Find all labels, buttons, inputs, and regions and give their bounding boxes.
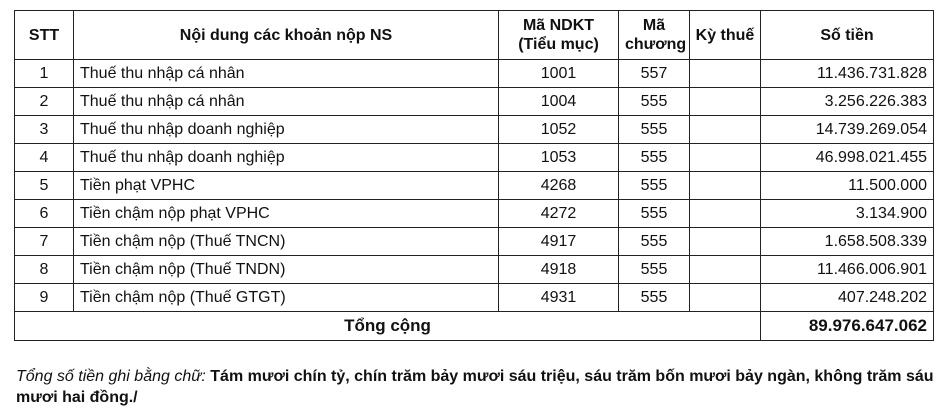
table-header-row: [15, 11, 934, 60]
header-code: [499, 11, 619, 60]
cell-chapter: 555: [619, 116, 690, 144]
total-label: Tổng cộng: [15, 312, 761, 341]
table-row: [15, 200, 934, 228]
table-row: [15, 144, 934, 172]
cell-code: 4931: [499, 284, 619, 312]
amount-in-words-value: Tám mươi chín tỷ, chín trăm bảy mươi sáu triệu, sáu trăm bốn mươi bảy ngàn, không trăm sáu mươi hai đồng./: [16, 368, 934, 406]
cell-period: [690, 228, 761, 256]
cell-code: 4917: [499, 228, 619, 256]
cell-period: [690, 172, 761, 200]
cell-chapter: 555: [619, 284, 690, 312]
header-code-line1: Mã NDKT: [522, 17, 595, 34]
cell-code: 4268: [499, 172, 619, 200]
cell-stt: 1: [15, 60, 74, 88]
cell-code: 4918: [499, 256, 619, 284]
cell-stt: 8: [15, 256, 74, 284]
header-content: Nội dung các khoản nộp NS: [74, 11, 499, 60]
total-row: [15, 312, 934, 341]
cell-content: Tiền chậm nộp (Thuế TNCN): [74, 228, 499, 256]
cell-period: [690, 256, 761, 284]
cell-stt: 9: [15, 284, 74, 312]
table-row: [15, 60, 934, 88]
cell-period: [690, 144, 761, 172]
header-stt: STT: [15, 11, 74, 60]
cell-amount: 407.248.202: [761, 284, 934, 312]
cell-period: [690, 116, 761, 144]
cell-period: [690, 88, 761, 116]
cell-amount: 3.134.900: [761, 200, 934, 228]
cell-content: Tiền chậm nộp phạt VPHC: [74, 200, 499, 228]
table-row: [15, 172, 934, 200]
table-row: [15, 284, 934, 312]
cell-amount: 3.256.226.383: [761, 88, 934, 116]
cell-stt: 6: [15, 200, 74, 228]
cell-amount: 46.998.021.455: [761, 144, 934, 172]
cell-chapter: 555: [619, 200, 690, 228]
cell-code: 1004: [499, 88, 619, 116]
cell-amount: 11.466.006.901: [761, 256, 934, 284]
cell-code: 1001: [499, 60, 619, 88]
cell-chapter: 555: [619, 144, 690, 172]
cell-content: Thuế thu nhập doanh nghiệp: [74, 144, 499, 172]
table-row: [15, 228, 934, 256]
cell-amount: 11.500.000: [761, 172, 934, 200]
cell-amount: 1.658.508.339: [761, 228, 934, 256]
cell-stt: 5: [15, 172, 74, 200]
tax-payment-table: [14, 10, 934, 341]
table-row: [15, 88, 934, 116]
amount-in-words: [16, 366, 936, 408]
cell-chapter: 555: [619, 228, 690, 256]
cell-chapter: 555: [619, 172, 690, 200]
cell-content: Thuế thu nhập doanh nghiệp: [74, 116, 499, 144]
header-code-line2: (Tiểu mục): [518, 36, 599, 53]
table-row: [15, 116, 934, 144]
amount-in-words-label: Tổng số tiền ghi bằng chữ:: [16, 368, 206, 385]
cell-amount: 11.436.731.828: [761, 60, 934, 88]
total-amount: 89.976.647.062: [761, 312, 934, 341]
cell-chapter: 555: [619, 256, 690, 284]
cell-stt: 4: [15, 144, 74, 172]
cell-content: Tiền phạt VPHC: [74, 172, 499, 200]
cell-period: [690, 284, 761, 312]
header-chapter: [619, 11, 690, 60]
cell-content: Thuế thu nhập cá nhân: [74, 60, 499, 88]
header-chapter-line1: Mã: [642, 17, 666, 34]
table-row: [15, 256, 934, 284]
cell-chapter: 557: [619, 60, 690, 88]
header-chapter-line2: chương: [625, 36, 687, 53]
cell-stt: 7: [15, 228, 74, 256]
header-amount: Số tiền: [761, 11, 934, 60]
cell-code: 1053: [499, 144, 619, 172]
cell-stt: 2: [15, 88, 74, 116]
cell-code: 1052: [499, 116, 619, 144]
cell-content: Thuế thu nhập cá nhân: [74, 88, 499, 116]
cell-stt: 3: [15, 116, 74, 144]
cell-content: Tiền chậm nộp (Thuế TNDN): [74, 256, 499, 284]
cell-content: Tiền chậm nộp (Thuế GTGT): [74, 284, 499, 312]
header-period: Kỳ thuế: [690, 11, 761, 60]
cell-chapter: 555: [619, 88, 690, 116]
cell-period: [690, 200, 761, 228]
cell-period: [690, 60, 761, 88]
cell-code: 4272: [499, 200, 619, 228]
cell-amount: 14.739.269.054: [761, 116, 934, 144]
